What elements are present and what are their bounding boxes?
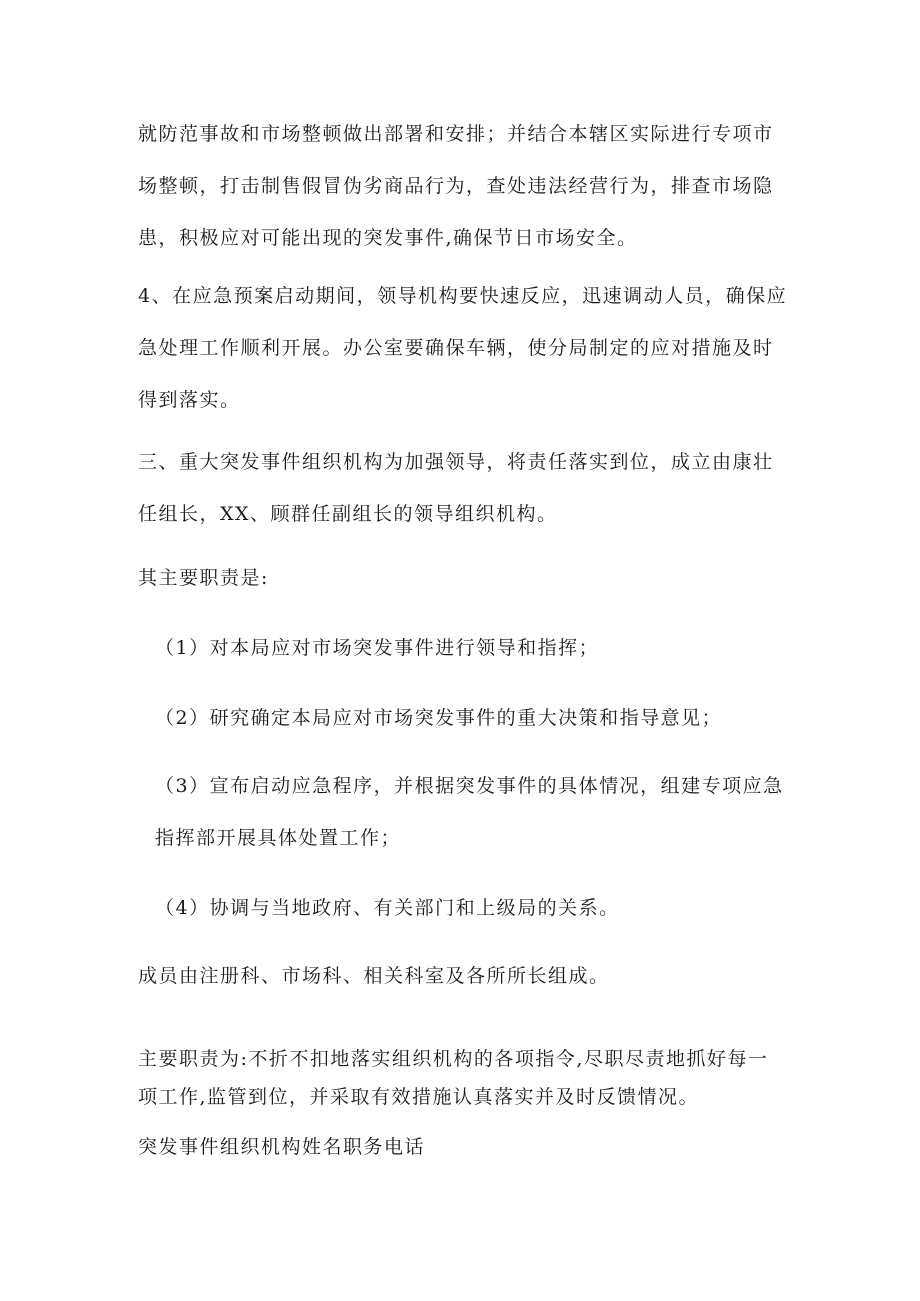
list-item-duty-3: （3）宣布启动应急程序，并根据突发事件的具体情况，组建专项应急指挥部开展具体处置工作； xyxy=(155,775,784,849)
list-item-duty-2: （2）研究确定本局应对市场突发事件的重大决策和指导意见； xyxy=(155,707,723,729)
list-item-duty-4: （4）协调与当地政府、有关部门和上级局的关系。 xyxy=(155,897,620,919)
paragraph-market-rectification: 就防范事故和市场整顿做出部署和安排；并结合本辖区实际进行专项市场整顿，打击制售假冒伪劣商品行为，查处违法经营行为，排查市场隐患，积极应对可能出现的突发事件,确保节日市场安全。 xyxy=(138,123,774,249)
paragraph-member-duties: 主要职责为:不折不扣地落实组织机构的各项指令,尽职尽责地抓好每一项工作,监管到位，并采取有效措施认真落实并及时反馈情况。 xyxy=(138,1048,769,1108)
paragraph-emergency-response: 4、在应急预案启动期间，领导机构要快速反应，迅速调动人员，确保应急处理工作顺利开展。办公室要确保车辆，使分局制定的应对措施及时得到落实。 xyxy=(138,285,788,411)
paragraph-members: 成员由注册科、市场科、相关科室及各所所长组成。 xyxy=(138,965,610,987)
paragraph-organization: 三、重大突发事件组织机构为加强领导，将责任落实到位，成立由康壮任组长，XX、顾群任副组长的领导组织机构。 xyxy=(138,451,774,525)
paragraph-duties-heading: 其主要职责是: xyxy=(138,567,269,589)
paragraph-table-heading: 突发事件组织机构姓名职务电话 xyxy=(138,1136,426,1158)
list-item-duty-1: （1）对本局应对市场突发事件进行领导和指挥； xyxy=(155,637,600,659)
